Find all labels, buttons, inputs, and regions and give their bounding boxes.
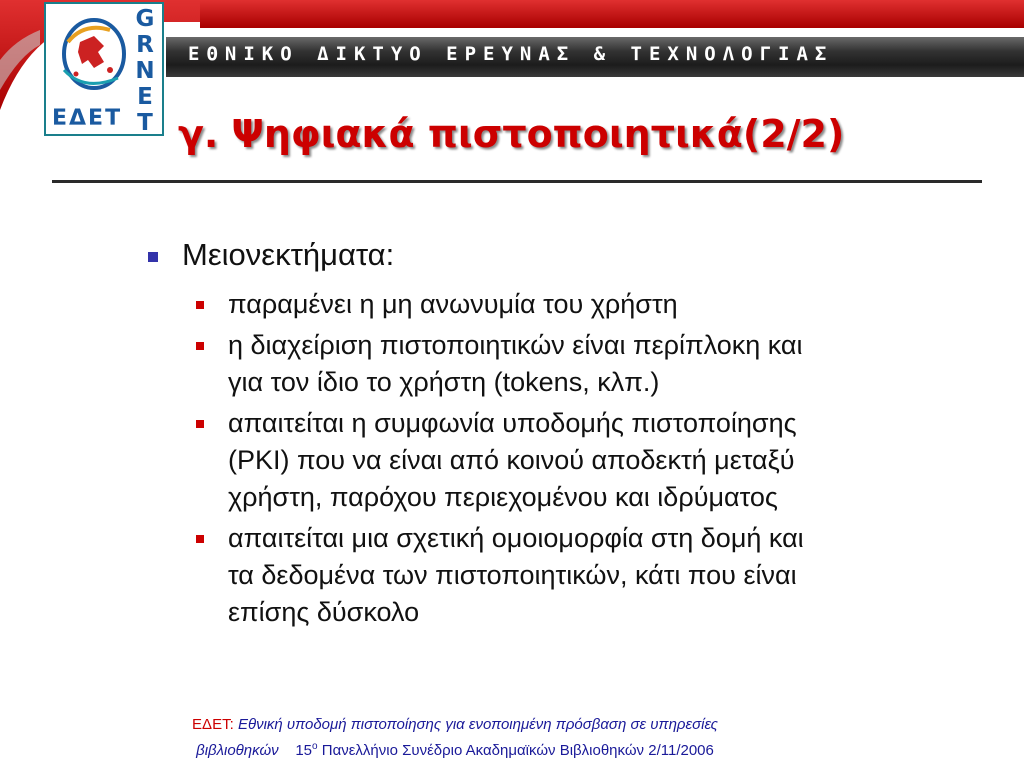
sub-bullet-line: παραμένει η μη ανωνυμία του χρήστη bbox=[228, 289, 678, 319]
footer-org: ΕΔΕΤ: bbox=[192, 716, 234, 733]
institution-banner bbox=[166, 37, 1024, 77]
footer-line-1 bbox=[0, 714, 910, 736]
square-bullet-icon bbox=[196, 342, 204, 350]
sub-bullet-line: επίσης δύσκολο bbox=[228, 597, 420, 627]
sub-bullet-line: απαιτείται μια σχετική ομοιομορφία στη δομή και bbox=[228, 523, 804, 553]
square-bullet-icon bbox=[196, 420, 204, 428]
logo-letter-e: E bbox=[137, 84, 153, 110]
slide-footer bbox=[0, 714, 910, 762]
sub-bullet-line: (PKI) που να είναι από κοινού αποδεκτή μεταξύ bbox=[228, 445, 795, 475]
sub-bullet-3 bbox=[194, 405, 986, 516]
footer-conf-number: 15 bbox=[295, 742, 312, 759]
footer-date: 2/11/2006 bbox=[648, 742, 714, 759]
sub-bullet-line: χρήστη, παρόχου περιεχομένου και ιδρύματος bbox=[228, 482, 778, 512]
footer-conf-text: Πανελλήνιο Συνέδριο Ακαδημαϊκών Βιβλιοθηκών bbox=[321, 742, 645, 759]
banner-text: ΕΘΝΙΚΟ ΔΙΚΤΥΟ ΕΡΕΥΝΑΣ & ΤΕΧΝΟΛΟΓΙΑΣ bbox=[188, 43, 834, 65]
sub-bullet-1 bbox=[194, 286, 986, 323]
square-bullet-icon bbox=[148, 252, 158, 262]
footer-line-2 bbox=[0, 736, 910, 762]
logo-letter-t: T bbox=[137, 110, 153, 136]
logo-word: ΕΔΕΤ bbox=[52, 106, 123, 131]
grnet-logo bbox=[44, 2, 164, 136]
sub-bullet-4 bbox=[194, 520, 986, 631]
sub-bullet-line: η διαχείριση πιστοποιητικών είναι περίπλοκη και bbox=[228, 330, 803, 360]
sub-bullet-2 bbox=[194, 327, 986, 401]
sub-bullet-line: τα δεδομένα των πιστοποιητικών, κάτι που είναι bbox=[228, 560, 797, 590]
square-bullet-icon bbox=[196, 535, 204, 543]
logo-letter-r: R bbox=[136, 32, 154, 58]
footer-subtitle-cont: βιβλιοθηκών bbox=[196, 742, 279, 759]
slide-title: γ. Ψηφιακά πιστοποιητικά(2/2) bbox=[178, 112, 845, 156]
logo-letters bbox=[132, 6, 158, 136]
logo-letter-n: N bbox=[135, 58, 155, 84]
slide-content bbox=[146, 236, 986, 635]
sub-bullet-line: απαιτείται η συμφωνία υποδομής πιστοποίησης bbox=[228, 408, 797, 438]
footer-conf-sup: ο bbox=[312, 741, 318, 752]
main-bullet-text: Μειονεκτήματα: bbox=[182, 237, 395, 272]
square-bullet-icon bbox=[196, 301, 204, 309]
logo-letter-g: G bbox=[135, 6, 155, 32]
footer-subtitle: Εθνική υποδομή πιστοποίησης για ενοποιημένη πρόσβαση σε υπηρεσίες bbox=[237, 716, 718, 733]
main-bullet bbox=[146, 236, 986, 274]
greece-map-emblem-icon bbox=[54, 12, 134, 97]
title-divider bbox=[52, 180, 982, 183]
sub-bullet-line: για τον ίδιο το χρήστη (tokens, κλπ.) bbox=[228, 367, 660, 397]
